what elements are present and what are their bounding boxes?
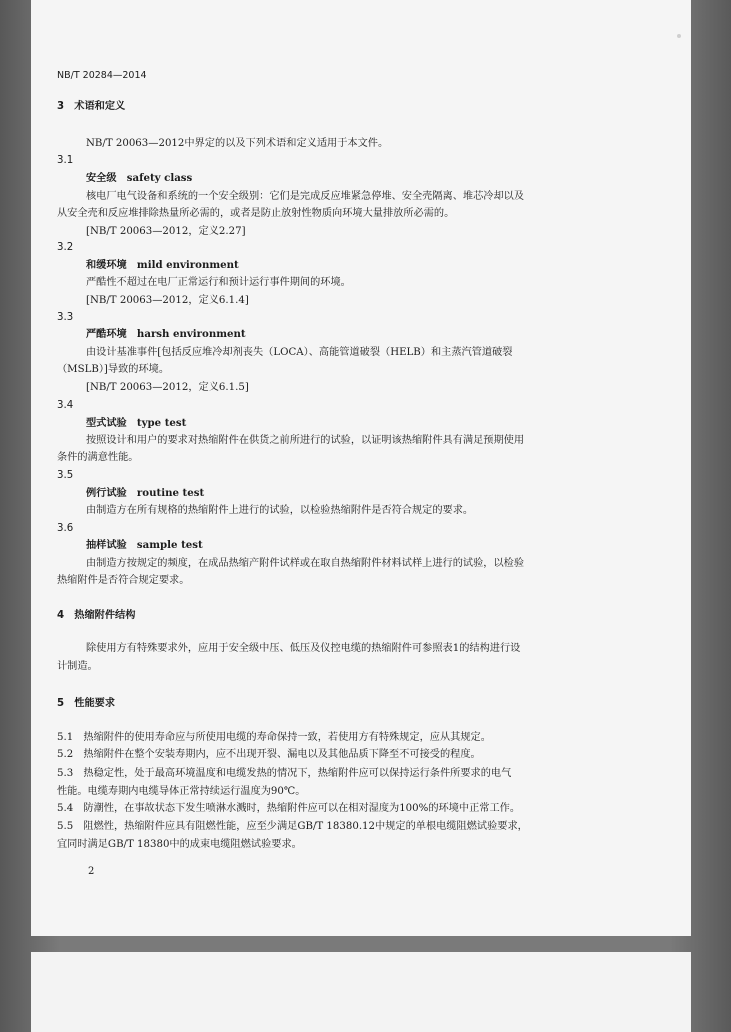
clause-5-2: 5.2 热缩附件在整个安装寿期内，应不出现开裂、漏电以及其他品质下降至不可接受的程度。	[57, 749, 481, 760]
section-3-heading: 3 术语和定义	[57, 101, 126, 112]
term-heading: 和缓环境 mild environment	[86, 259, 239, 271]
clause-number: 3.5	[57, 470, 74, 481]
clause-5-1: 5.1 热缩附件的使用寿命应与所使用电缆的寿命保持一致，若使用方有特殊规定，应从其规定。	[57, 732, 491, 743]
definition-line: 条件的满意性能。	[57, 452, 139, 463]
clause-5-3: 5.3 热稳定性，处于最高环境温度和电缆发热的情况下，热缩附件应可以保持运行条件所要求的电气	[57, 768, 512, 779]
clause-number: 3.4	[57, 400, 74, 411]
term-heading: 型式试验 type test	[86, 417, 187, 429]
paragraph-line: 计制造。	[57, 661, 98, 672]
clause-number: 3.3	[57, 312, 74, 323]
definition-line: （MSLB）]导致的环境。	[57, 364, 170, 375]
clause-number: 3.6	[57, 523, 74, 534]
clause-number: 3.1	[57, 155, 74, 166]
page-number: 2	[88, 866, 95, 877]
reference-line: [NB/T 20063—2012，定义2.27]	[86, 226, 246, 237]
clause-5-4: 5.4 防潮性，在事故状态下发生喷淋水溅时，热缩附件应可以在相对湿度为100%的环境中正常工作。	[57, 803, 521, 814]
reference-line: [NB/T 20063—2012，定义6.1.4]	[86, 295, 249, 306]
paragraph-line: 除使用方有特殊要求外，应用于安全级中压、低压及仪控电缆的热缩附件可参照表1的结构进行设	[86, 643, 521, 654]
term-heading: 安全级 safety class	[86, 172, 193, 184]
clause-number: 3.2	[57, 242, 74, 253]
term-heading: 例行试验 routine test	[86, 487, 205, 499]
term-heading: 严酷环境 harsh environment	[86, 328, 246, 340]
definition-line: 由制造方在所有规格的热缩附件上进行的试验，以检验热缩附件是否符合规定的要求。	[86, 505, 474, 516]
definition-line: 核电厂电气设备和系统的一个安全级别：它们是完成反应堆紧急停堆、安全壳隔离、堆芯冷却以及	[86, 191, 525, 202]
definition-line: 由设计基准事件[包括反应堆冷却剂丧失（LOCA）、高能管道破裂（HELB）和主蒸汽管道破裂	[86, 347, 513, 358]
clause-5-3-cont: 性能。电缆寿期内电缆导体正常持续运行温度为90℃。	[57, 786, 306, 797]
definition-line: 从安全壳和反应堆排除热量所必需的，或者是防止放射性物质向环境大量排放所必需的。	[57, 208, 455, 219]
next-page-edge	[31, 952, 691, 1032]
definition-line: 热缩附件是否符合规定要求。	[57, 575, 190, 586]
section-5-heading: 5 性能要求	[57, 698, 116, 709]
section-4-heading: 4 热缩附件结构	[57, 610, 136, 621]
term-heading: 抽样试验 sample test	[86, 539, 203, 551]
clause-5-5-cont: 宜同时满足GB/T 18380中的成束电缆阻燃试验要求。	[57, 839, 302, 850]
reference-line: [NB/T 20063—2012，定义6.1.5]	[86, 382, 249, 393]
section-3-intro: NB/T 20063—2012中界定的以及下列术语和定义适用于本文件。	[86, 138, 389, 149]
definition-line: 严酷性不超过在电厂正常运行和预计运行事件期间的环境。	[86, 277, 351, 288]
clause-5-5: 5.5 阻燃性，热缩附件应具有阻燃性能，应至少满足GB/T 18380.12中规定的单根电缆阻燃试验要求，	[57, 821, 528, 832]
standard-number-header: NB/T 20284—2014	[57, 70, 147, 81]
scan-speck	[677, 34, 681, 38]
definition-line: 由制造方按规定的频度，在成品热缩产附件试样或在取自热缩附件材料试样上进行的试验，以检验	[86, 558, 525, 569]
definition-line: 按照设计和用户的要求对热缩附件在供货之前所进行的试验，以证明该热缩附件具有满足预期使用	[86, 435, 525, 446]
